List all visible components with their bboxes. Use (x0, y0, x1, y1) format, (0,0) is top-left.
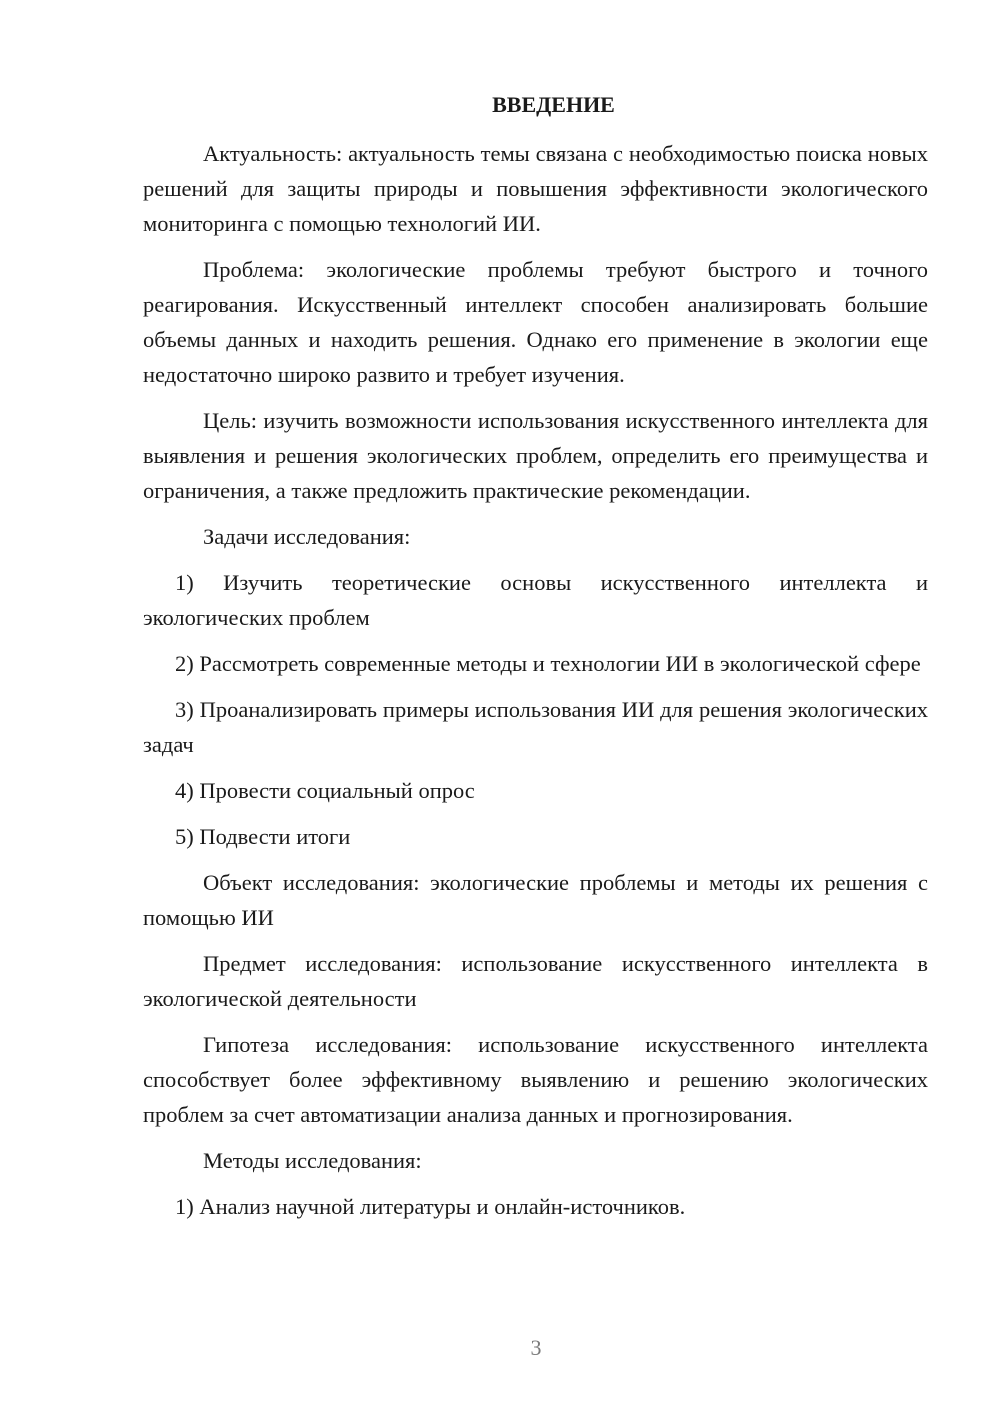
goal-paragraph: Цель: изучить возможности использования искусственного интеллекта для выявления и решения экологических проблем, определить его преимущества и ограничения, а также предложить практические рекомендации. (143, 408, 928, 503)
hypothesis-paragraph: Гипотеза исследования: использование искусственного интеллекта способствует более эффективному выявлению и решению экологических проблем за счет автоматизации анализа данных и прогнозирования. (143, 1032, 928, 1127)
method-item-1: 1) Анализ научной литературы и онлайн-источников. (175, 1194, 686, 1219)
task-item-3: 3) Проанализировать примеры использования ИИ для решения экологических задач (143, 697, 928, 757)
section-title: ВВЕДЕНИЕ (492, 92, 615, 117)
methods-heading: Методы исследования: (203, 1148, 422, 1173)
relevance-paragraph: Актуальность: актуальность темы связана с необходимостью поиска новых решений для защиты природы и повышения эффективности экологического мониторинга с помощью технологий ИИ. (143, 141, 928, 236)
page-number: 3 (530, 1335, 542, 1360)
problem-paragraph: Проблема: экологические проблемы требуют быстрого и точного реагирования. Искусственный интеллект способен анализировать большие объемы данных и находить решения. Однако его применение в экологии еще недостаточно широко развито и требует изучения. (143, 257, 928, 387)
task-item-1: 1) Изучить теоретические основы искусственного интеллекта и экологических проблем (143, 570, 928, 630)
document-page (143, 90, 928, 1235)
task-item-4: 4) Провести социальный опрос (175, 778, 475, 803)
task-item-2: 2) Рассмотреть современные методы и технологии ИИ в экологической сфере (175, 651, 921, 676)
tasks-heading: Задачи исследования: (203, 524, 411, 549)
object-paragraph: Объект исследования: экологические проблемы и методы их решения с помощью ИИ (143, 870, 928, 930)
subject-paragraph: Предмет исследования: использование искусственного интеллекта в экологической деятельности (143, 951, 928, 1011)
task-item-5: 5) Подвести итоги (175, 824, 351, 849)
